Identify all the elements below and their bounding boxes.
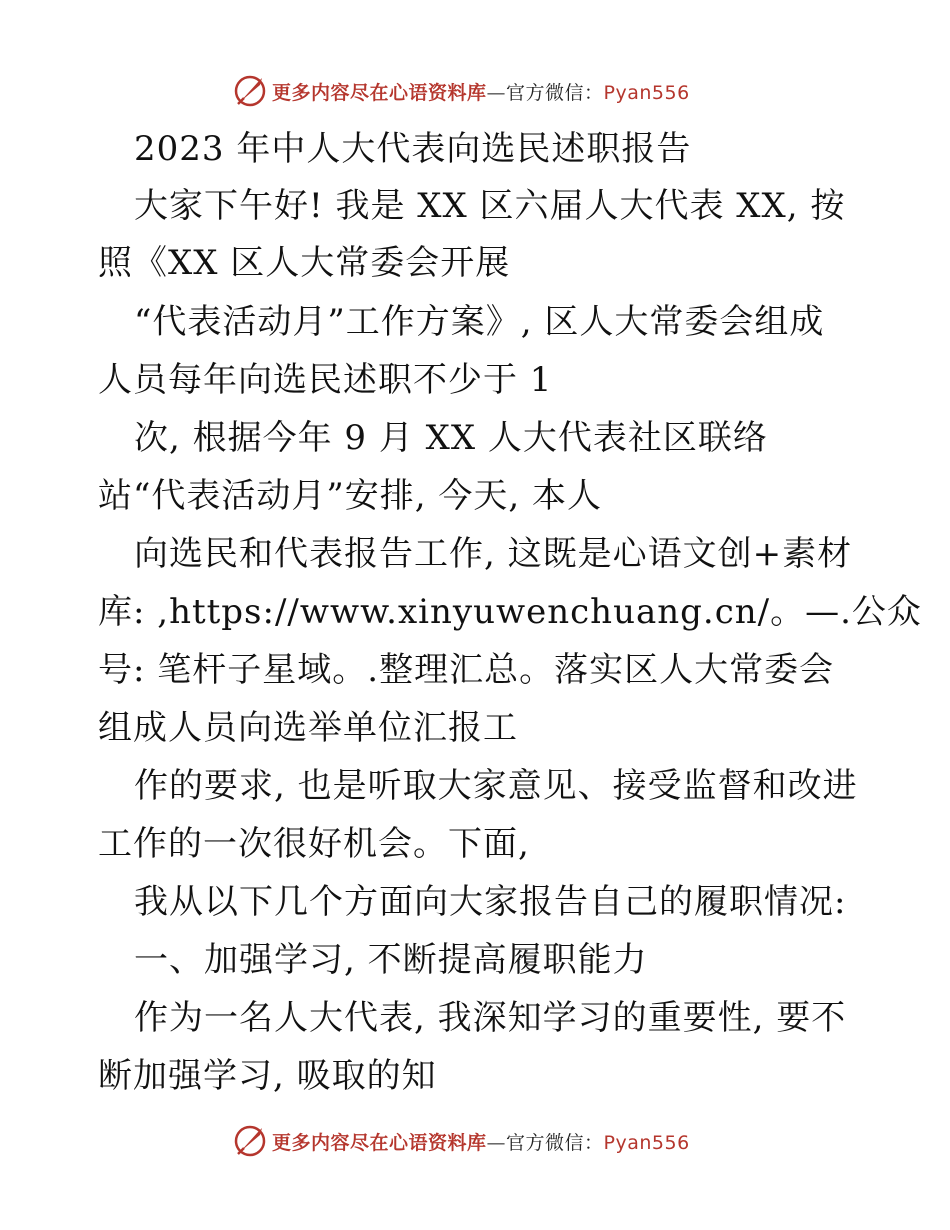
paragraph-line: “代表活动月”工作方案》, 区人大常委会组成 [134,302,825,342]
pen-logo-icon [232,72,268,108]
paragraph-line: 号: 笔杆子星域。.整理汇总。落实区人大常委会 [98,650,835,690]
paragraph-line: 人员每年向选民述职不少于 1 [98,360,553,400]
paragraph-line: 作的要求, 也是听取大家意见、接受监督和改进 [134,766,858,806]
paragraph-line: 向选民和代表报告工作, 这既是心语文创+素材 [134,534,853,574]
banner-brand-text: 更多内容尽在心语资料库 [272,1132,487,1154]
paragraph-line: 作为一名人大代表, 我深知学习的重要性, 要不 [134,998,847,1038]
section-heading: 一、加强学习, 不断提高履职能力 [134,940,648,980]
paragraph-line: 工作的一次很好机会。下面, [98,824,530,864]
paragraph-line: 断加强学习, 吸取的知 [98,1056,437,1096]
header-watermark [0,70,950,110]
banner-dash: — [486,82,507,104]
pen-logo-icon [232,1122,268,1158]
paragraph-line: 组成人员向选举单位汇报工 [98,708,518,748]
paragraph-line: 照《XX 区人大常委会开展 [98,243,511,283]
banner-wechat-id: Pyan556 [603,1132,690,1154]
paragraph-line: 我从以下几个方面向大家报告自己的履职情况: [134,882,847,922]
paragraph-line: 次, 根据今年 9 月 XX 人大代表社区联络 [134,418,768,458]
paragraph-line: 库: ,https://www.xinyuwenchuang.cn/。—.公众 [98,592,922,632]
banner-brand-text: 更多内容尽在心语资料库 [272,82,487,104]
banner-wechat-id: Pyan556 [603,82,690,104]
paragraph-line: 大家下午好! 我是 XX 区六届人大代表 XX, 按 [134,186,846,226]
document-title: 2023 年中人大代表向选民述职报告 [134,129,692,169]
banner-wechat-label: 官方微信： [506,82,604,104]
banner-dash: — [486,1132,507,1154]
banner-wechat-label: 官方微信： [506,1132,604,1154]
paragraph-line: 站“代表活动月”安排, 今天, 本人 [98,476,602,516]
footer-watermark [0,1120,950,1160]
